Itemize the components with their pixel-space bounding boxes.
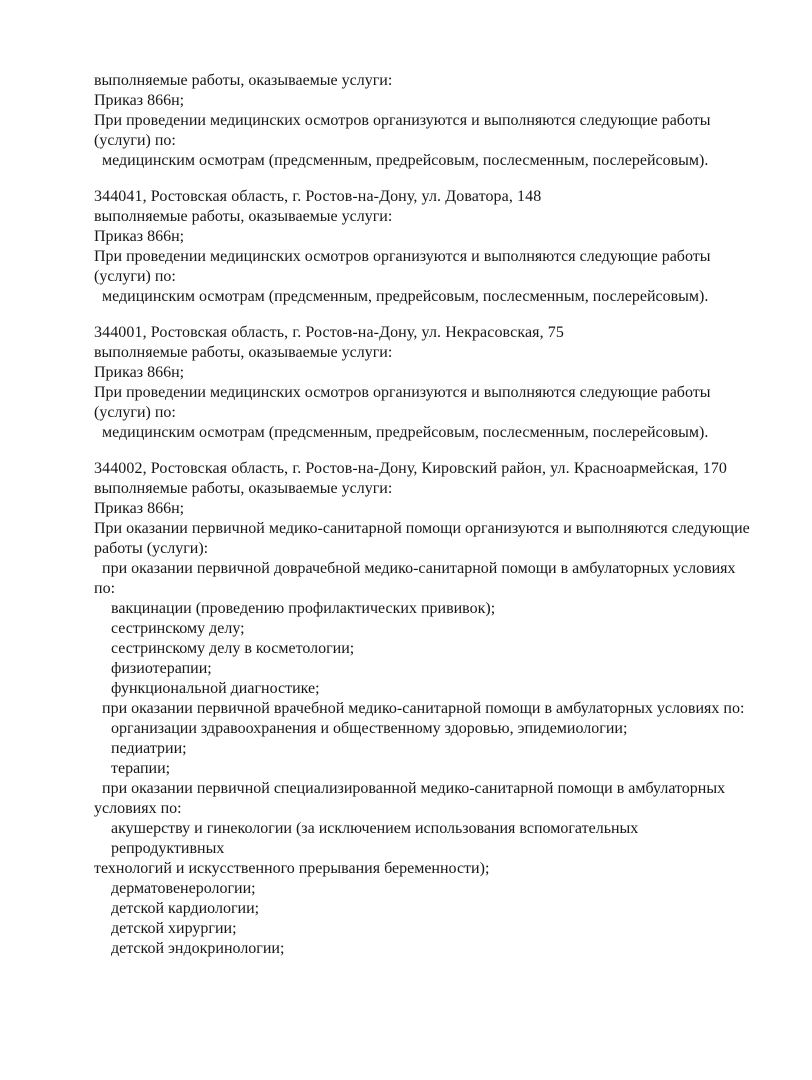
document-line: работы (услуги): [94,540,209,557]
document-line: вакцинации (проведению профилактических прививок); [111,600,496,617]
license-entry-block [94,323,754,443]
document-line: Приказ 866н; [94,364,185,381]
license-entry-block [94,459,754,959]
document-line: терапии; [111,760,171,777]
document-line: детской кардиологии; [111,900,260,917]
document-line: при оказании первичной врачебной медико-санитарной помощи в амбулаторных условиях по: [102,700,745,717]
document-line: (услуги) по: [94,268,176,285]
document-line: медицинским осмотрам (предсменным, предрейсовым, послесменным, послерейсовым). [102,288,709,305]
document-line: детской хирургии; [111,920,237,937]
document-line: При проведении медицинских осмотров организуются и выполняются следующие работы [94,112,711,129]
document-line: сестринскому делу в косметологии; [111,640,355,657]
document-line: функциональной диагностике; [111,680,320,697]
document-line: условиях по: [94,800,182,817]
document-line: технологий и искусственного прерывания беременности); [94,860,490,877]
document-line: медицинским осмотрам (предсменным, предрейсовым, послесменным, послерейсовым). [102,424,709,441]
document-line: при оказании первичной доврачебной медико-санитарной помощи в амбулаторных условиях [102,560,736,577]
license-entry-block [94,71,754,171]
document-line: Приказ 866н; [94,92,185,109]
address-line: 344001, Ростовская область, г. Ростов-на-Дону, ул. Некрасовская, 75 [94,324,565,341]
document-line: при оказании первичной специализированной медико-санитарной помощи в амбулаторных [102,780,726,797]
document-line: При проведении медицинских осмотров организуются и выполняются следующие работы [94,248,711,265]
document-line: выполняемые работы, оказываемые услуги: [94,344,393,361]
document-line: организации здравоохранения и общественному здоровью, эпидемиологии; [111,720,628,737]
document-line: акушерству и гинекологии (за исключением использования вспомогательных репродуктивных [111,820,643,857]
document-line: детской эндокринологии; [111,940,285,957]
document-line: выполняемые работы, оказываемые услуги: [94,208,393,225]
document-line: выполняемые работы, оказываемые услуги: [94,480,393,497]
document-line: дерматовенерологии; [111,880,256,897]
document-line: При проведении медицинских осмотров организуются и выполняются следующие работы [94,384,711,401]
document-line: Приказ 866н; [94,228,185,245]
document-line: выполняемые работы, оказываемые услуги: [94,72,393,89]
document-line: медицинским осмотрам (предсменным, предрейсовым, послесменным, послерейсовым). [102,152,709,169]
document-line: педиатрии; [111,740,187,757]
document-line: При оказании первичной медико-санитарной помощи организуются и выполняются следующие [94,520,750,537]
address-line: 344041, Ростовская область, г. Ростов-на-Дону, ул. Доватора, 148 [94,188,542,205]
document-line: (услуги) по: [94,132,176,149]
document-line: сестринскому делу; [111,620,245,637]
document-line: по: [94,580,116,597]
document-line: Приказ 866н; [94,500,185,517]
license-entry-block [94,187,754,307]
address-line: 344002, Ростовская область, г. Ростов-на-Дону, Кировский район, ул. Красноармейская, 170 [94,460,728,477]
document-line: (услуги) по: [94,404,176,421]
document-line: физиотерапии; [111,660,212,677]
